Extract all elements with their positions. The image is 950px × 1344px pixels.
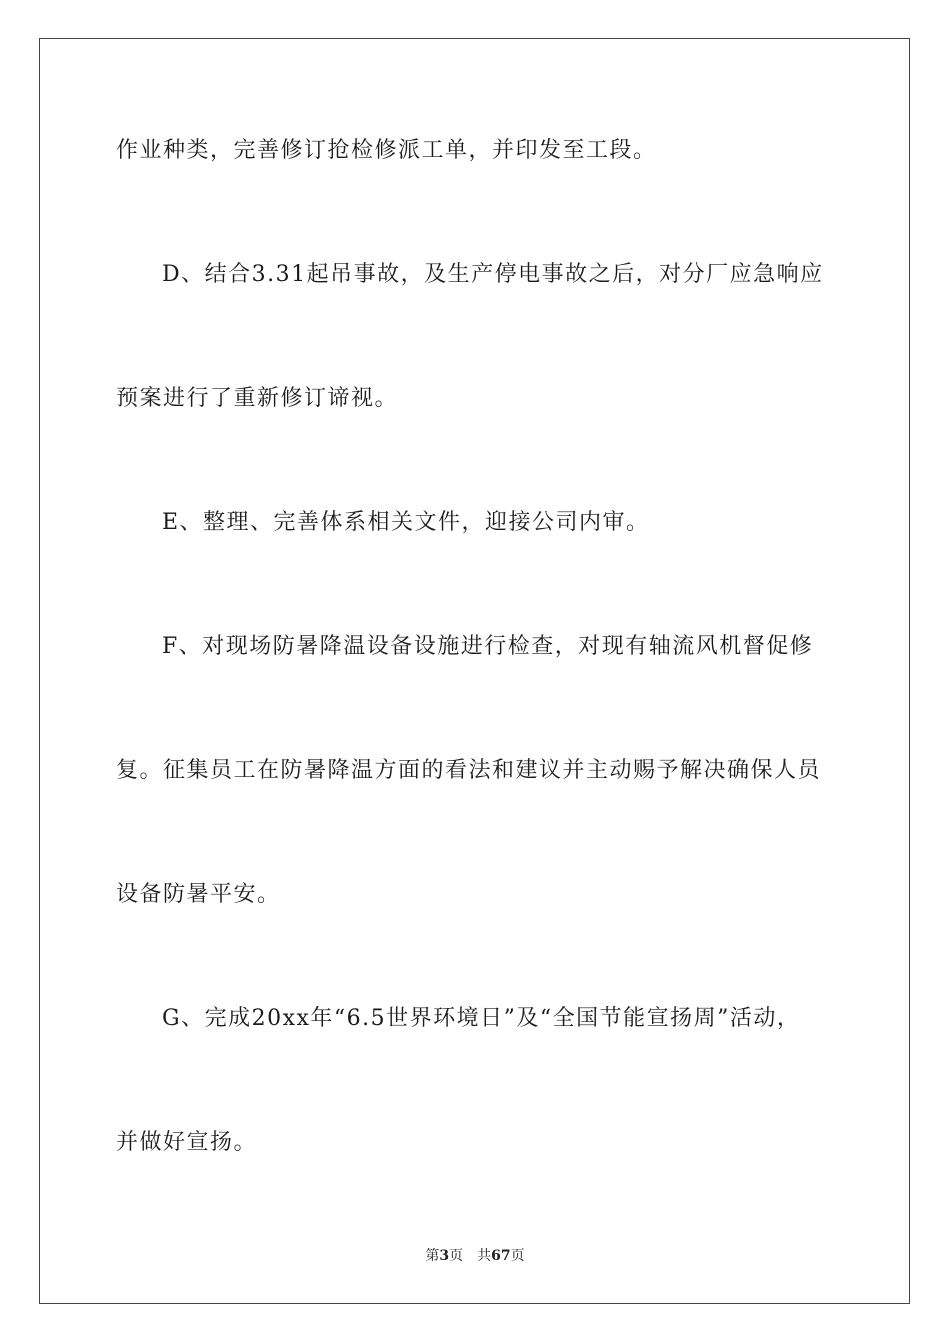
paragraph-line-4: E、整理、完善体系相关文件，迎接公司内审。: [162, 510, 650, 535]
paragraph-line-2: D、结合3.31起吊事故，及生产停电事故之后，对分厂应急响应: [162, 262, 824, 287]
footer-page-prefix: 第: [425, 1248, 440, 1264]
paragraph-line-8: G、完成20xx年“6.5世界环境日”及“全国节能宣扬周”活动，: [162, 1006, 801, 1031]
page-border: [39, 38, 910, 1304]
footer-total-pages: 67: [491, 1248, 511, 1264]
paragraph-line-7: 设备防暑平安。: [116, 882, 281, 907]
paragraph-line-1: 作业种类，完善修订抢检修派工单，并印发至工段。: [116, 138, 657, 163]
footer-page-suffix: 页: [449, 1248, 464, 1264]
paragraph-line-5: F、对现场防暑降温设备设施进行检查，对现有轴流风机督促修: [162, 634, 814, 659]
paragraph-line-6: 复。征集员工在防暑降温方面的看法和建议并主动赐予解决确保人员: [116, 758, 822, 783]
page-footer: [0, 1246, 950, 1266]
paragraph-line-3: 预案进行了重新修订谛视。: [116, 386, 399, 411]
footer-total-prefix: 共: [477, 1248, 492, 1264]
footer-page-number: 3: [439, 1248, 450, 1264]
paragraph-line-9: 并做好宣扬。: [116, 1130, 258, 1155]
footer-total-suffix: 页: [510, 1248, 525, 1264]
